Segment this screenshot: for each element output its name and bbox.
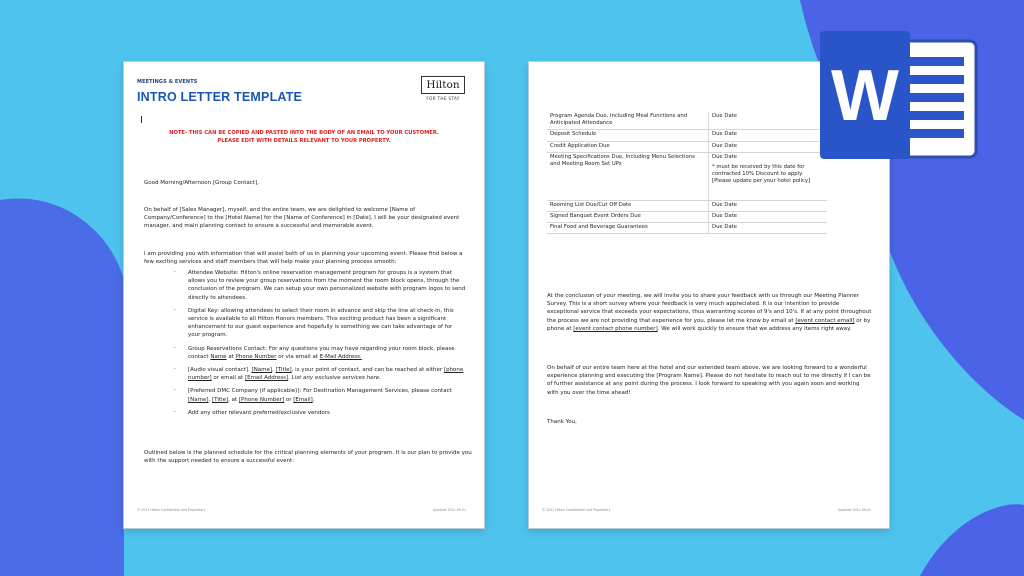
hilton-logo: Hilton <box>421 76 465 94</box>
list-item: · [Preferred DMC Company (if applicable)]: For Destination Management Services, please contact [Name], [Title], at [Phone Number] or [Email]. <box>174 387 466 403</box>
placeholder-phone: [Phone Number] <box>238 396 285 403</box>
services-list <box>174 269 466 422</box>
placeholder-phone: [event contact phone number] <box>573 325 658 332</box>
hilton-logo-tagline: FOR THE STAY <box>426 96 460 101</box>
list-item: · Digital Key: allowing attendees to select their room in advance and skip the line at check-in, this service is available to all Hilton Honors members. This exciting product has been a significant enhancement to our guest experience and hopefully is something we can take advantage of for your program. <box>174 307 466 340</box>
schedule-item: Deposit Schedule <box>547 130 709 141</box>
schedule-table <box>547 112 827 234</box>
schedule-due: Due Date <box>709 200 828 211</box>
footer-copyright: © 2021 Hilton Confidential and Proprietary <box>137 508 206 512</box>
table-row <box>547 112 827 130</box>
word-icon-letter: W <box>831 56 899 136</box>
signoff: Thank You, <box>547 419 577 425</box>
document-page-1[interactable] <box>124 62 484 528</box>
survey-paragraph: At the conclusion of your meeting, we will invite you to share your feedback with us through our Meeting Planner Survey. This is a short survey where your feedback is very much appreciated. It is our intention to provide exceptional service that exceeds your expectations, thus warranting scores of 9's and 10's. If at any point throughout the process we are not providing that experience for you, please let me know by email at [event contact email] or by phone at [event contact phone number]. We will work quickly to ensure that we address any items right away. <box>547 293 872 332</box>
exclusive-services-note: List any exclusive services here. <box>291 375 381 382</box>
table-row <box>547 130 827 141</box>
schedule-due: Due Date <box>709 212 828 223</box>
schedule-item: Final Food and Beverage Guarantees <box>547 223 709 234</box>
schedule-item: Credit Application Due <box>547 141 709 152</box>
schedule-item: Signed Banquet Event Orders Due <box>547 212 709 223</box>
discount-note: * must be received by this date for contracted 10% Discount to apply. [Please update per your hotel policy] <box>712 164 811 185</box>
list-item: · Add any other relevant preferred/exclusive vendors <box>174 409 466 417</box>
placeholder-email: [Email Address] <box>244 375 289 382</box>
placeholder-phone: [phone number] <box>188 367 464 382</box>
list-item: · Group Reservations Contact: For any questions you may have regarding your room block, please contact Name at Phone Number or via email at E-Mail Address. <box>174 345 466 361</box>
document-title: INTRO LETTER TEMPLATE <box>137 90 303 104</box>
placeholder-name: [Name] <box>188 396 209 403</box>
schedule-due: Due Date <box>709 223 828 234</box>
placeholder-email: [Email] <box>293 396 313 403</box>
table-row <box>547 200 827 211</box>
template-note-line-2: PLEASE EDIT WITH DETAILS RELEVANT TO YOUR PROPERTY. <box>217 137 391 144</box>
footer-copyright: © 2021 Hilton Confidential and Proprietary <box>542 508 611 512</box>
table-row <box>547 141 827 152</box>
word-icon <box>820 25 980 175</box>
schedule-due-cell <box>709 152 828 200</box>
schedule-due: Due Date <box>712 153 738 160</box>
closing-paragraph: On behalf of our entire team here at the hotel and our extended team above, we are looking forward to a wonderful experience planning and executing the [Program Name]. Please do not hesitate to reach out to me directly if I can be of further assistance at any point during the process. I look forward to speaking with you again soon and working with you over the time ahead! <box>547 365 871 396</box>
template-note-line-1: NOTE- THIS CAN BE COPIED AND PASTED INTO THE BODY OF AN EMAIL TO YOUR CUSTOMER. <box>169 130 439 136</box>
footer-updated: Updated 2021-09-01 <box>432 508 466 512</box>
footer-updated: Updated 2021-09-01 <box>837 508 871 512</box>
template-note <box>144 130 464 145</box>
placeholder-email: [event contact email] <box>795 317 855 324</box>
placeholder-title: [Title] <box>212 396 229 403</box>
placeholder-phone: Phone Number <box>235 353 277 360</box>
schedule-intro-paragraph: Outlined below is the planned schedule for the critical planning elements of your program. It is our plan to provide you with the support needed to ensure a successful event: <box>144 450 472 465</box>
schedule-due: Due Date <box>709 130 828 141</box>
text-cursor <box>141 116 142 123</box>
table-row <box>547 212 827 223</box>
services-paragraph: I am providing you with information that will assist both of us in planning your upcoming event. Please find below a few exciting services and staff members that will help make your planning process smooth: <box>144 251 463 266</box>
list-item: · Attendee Website: Hilton's online reservation management program for groups is a system that allows you to review your group reservations from the moment the room block opens, through the conclusion of the program. We can setup your own personalized website with program logos to send directly to attendees. <box>174 269 466 302</box>
schedule-item: Meeting Specifications Due, Including Menu Selections and Meeting Room Set UPs <box>547 152 709 200</box>
list-item: · [Audio visual contact]. [Name], [Title], is your point of contact, and can be reached at either [phone number] or email at [Email Address]. List any exclusive services here. <box>174 366 466 382</box>
schedule-due: Due Date <box>709 112 828 130</box>
placeholder-name: Name <box>210 353 227 360</box>
placeholder-name: [Name] <box>251 367 273 374</box>
schedule-due: Due Date <box>709 141 828 152</box>
eyebrow-label: MEETINGS & EVENTS <box>137 79 198 85</box>
table-row <box>547 152 827 200</box>
placeholder-email: E-Mail Address. <box>319 353 362 360</box>
placeholder-title: [Title] <box>275 367 292 374</box>
table-row <box>547 223 827 234</box>
intro-paragraph: On behalf of [Sales Manager], myself, and the entire team, we are delighted to welcome [Name of Company/Conference] to the [Hotel Name] for the [Name of Conference] in [Date]. I will be your designated event manager, and main planning contact to ensure a successful and memorable event. <box>144 207 460 230</box>
schedule-item: Program Agenda Due, Including Meal Functions and Anticipated Attendance <box>547 112 709 130</box>
greeting: Good Morning/Afternoon [Group Contact], <box>144 180 259 186</box>
schedule-item: Rooming List Due/Cut Off Date <box>547 200 709 211</box>
